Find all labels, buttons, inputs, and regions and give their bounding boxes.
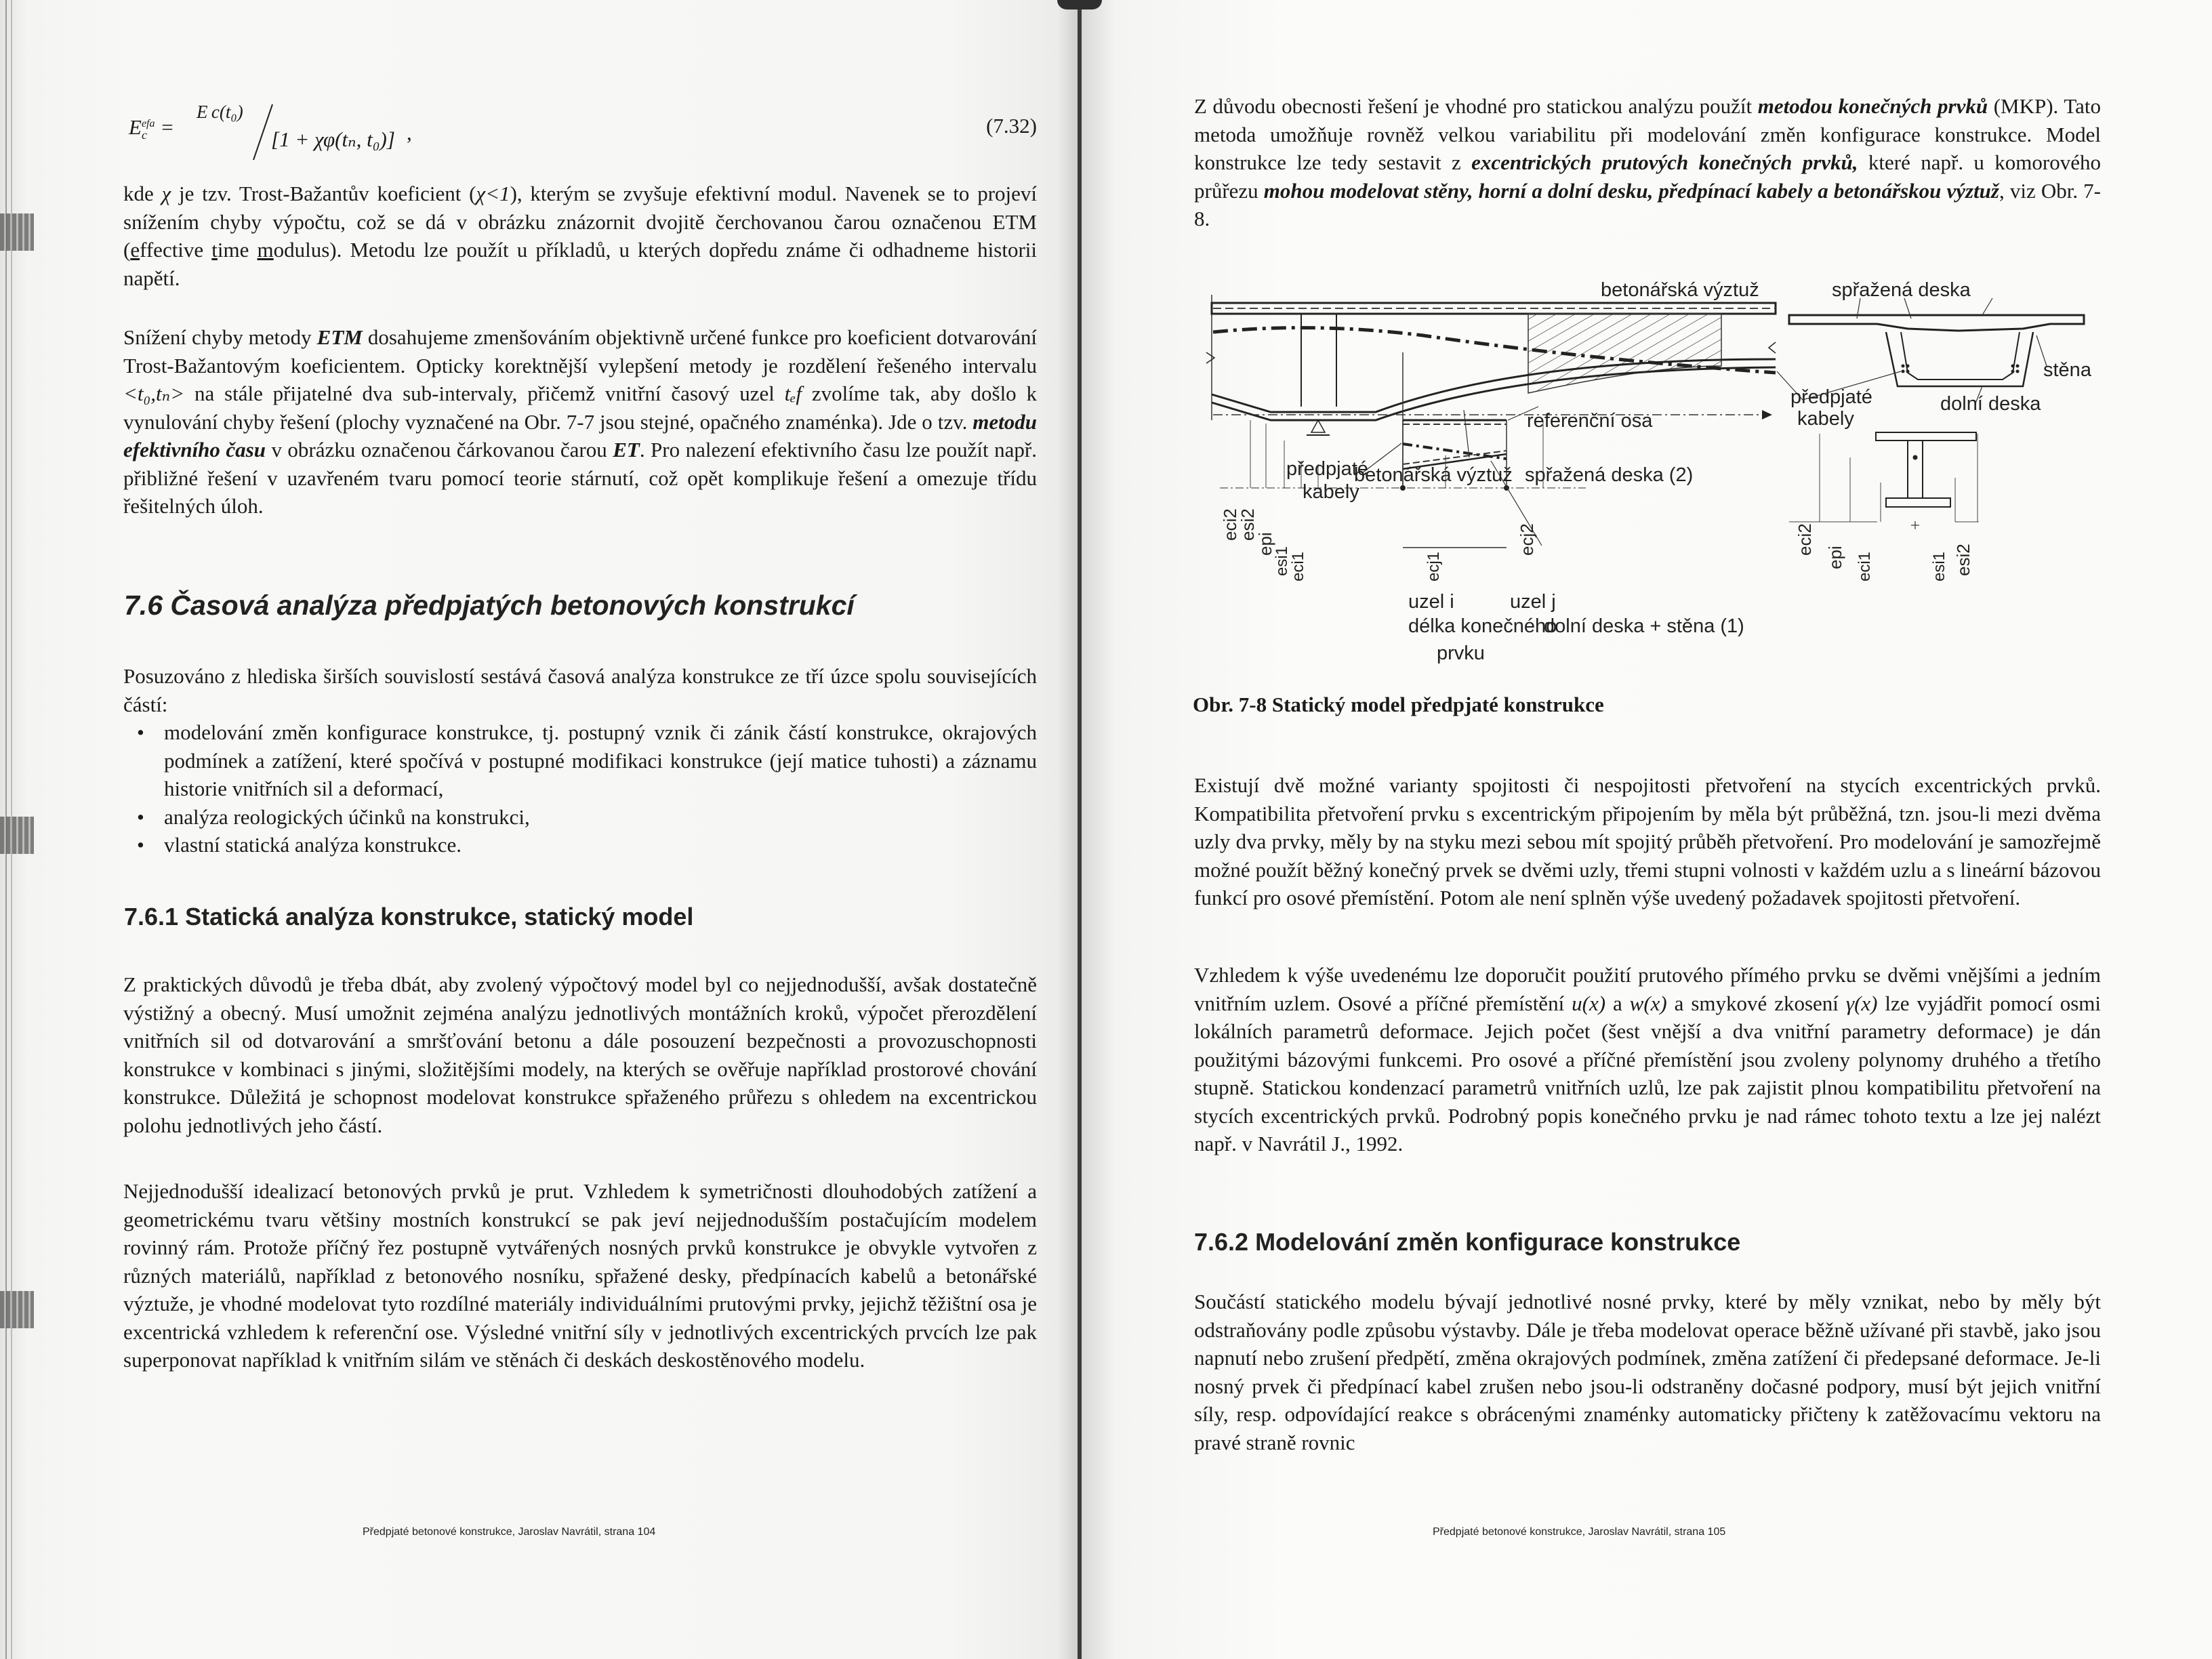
paragraph: Z důvodu obecnosti řešení je vhodné pro statickou analýzu použít metodou konečných prvků (MKP). Tato metoda umožňuje rovněž velkou variabilitu při modelování změn konfigurace konstrukce. Model konstrukce lze tedy sestavit z excentrických prutových konečných prvků, které např. u komorového průřezu mohou modelovat stěny, horní a dolní desku, předpínací kabely a betonářskou výztuž, viz Obr. 7-8. [1194, 94, 2102, 230]
list-item: • modelování změn konfigurace konstrukce, tj. postupný vznik či zánik částí konstrukce, okrajových podmínek a zatížení, které spočívá v postupné modifikaci konstrukce (její matice tuhosti) a záznamu historie vnitřních sil a deformací, [164, 718, 1037, 803]
page-footer-left: Předpjaté betonové konstrukce, Jaroslav Navrátil, strana 104 [363, 1526, 656, 1538]
dim-eci1: eci1 [1289, 551, 1307, 581]
equation-numerator: E c(t₀) [197, 102, 243, 122]
bullet-list [123, 718, 1037, 859]
section-heading-7-6-1: 7.6.1 Statická analýza konstrukce, statický model [124, 903, 694, 930]
label-tendons-bottom-1: předpjaté [1286, 458, 1368, 480]
label-element-length-2: prvku [1437, 642, 1485, 664]
equation-comma: , [407, 121, 412, 144]
dim-section-esi1: esi1 [1930, 551, 1948, 581]
scan-artifact [0, 213, 34, 251]
label-reference-axis: referenční osa [1527, 410, 1653, 432]
dim-epi: epi [1255, 532, 1275, 556]
label-web: stěna [2043, 359, 2091, 381]
dim-eci2: eci2 [1220, 508, 1240, 541]
dim-esi1: esi1 [1273, 546, 1291, 576]
list-item: • analýza reologických účinků na konstrukci, [164, 803, 1037, 832]
label-rebar: betonářská výztuž [1601, 279, 1759, 301]
section-heading-7-6-2: 7.6.2 Modelování změn konfigurace konstrukce [1194, 1228, 1741, 1256]
label-node-j: uzel j [1510, 591, 1556, 613]
label-rebar-bottom: betonářská výztuž [1354, 464, 1513, 486]
paragraph: kde χ je tzv. Trost-Bažantův koeficient (χ<1), kterým se zvyšuje efektivní modul. Navenek se to projeví snížením chyby výpočtu, což se dá v obrázku znázornit dvojitě čerchovanou čarou označenou ETM (effective time modulus). Metodu lze použít u příkladů, u kterých dopředu známe či odhadneme historii napětí. [123, 182, 1038, 290]
equation-7-32 [129, 102, 1037, 163]
section-7-6-body [123, 662, 1037, 859]
section-heading-7-6: 7.6 Časová analýza předpjatých betonových konstrukcí [124, 590, 855, 621]
list-item: • vlastní statická analýza konstrukce. [164, 831, 1037, 859]
scan-artifact [0, 817, 34, 854]
book-spine-top [1057, 0, 1102, 9]
page-footer-right: Předpjaté betonové konstrukce, Jaroslav Navrátil, strana 105 [1433, 1526, 1726, 1538]
figure-7-8-static-model [1179, 258, 2108, 678]
label-composite-slab: spřažená deska [1832, 279, 1971, 301]
equation-denominator: [1 + χφ(tₙ, t₀)] [271, 127, 395, 151]
book-spine [1078, 0, 1082, 1659]
dim-section-eci2: eci2 [1795, 523, 1815, 556]
paragraph: Existují dvě možné varianty spojitosti či nespojitosti přetvoření na stycích excentrických prvků. Kompatibilita přetvoření prvku s excentrickým připojením by měla být průběžná, tzn. jsou-li mezi dvěma uzly dva prvky, měly by na styku mezi sebou mít spojitý průběh přetvoření. Pro modelování je samozřejmě možné použít běžný konečný prvek se dvěmi uzly, třemi stupni volnosti v každém uzlu a s lineární bázovou funkcí pro osové přemístění. Potom ale není splněn výše uvedený požadavek spojitosti přetvoření. [1194, 773, 2101, 909]
label-element-length-1: délka konečného [1408, 615, 1557, 637]
label-composite-slab-2: spřažená deska (2) [1525, 464, 1694, 486]
dim-ecj2: ecj2 [1517, 523, 1537, 556]
dim-ecj1: ecj1 [1425, 551, 1443, 581]
paragraph: Nejjednodušší idealizací betonových prvků je prut. Vzhledem k symetričnosti dlouhodobých zatížení a geometrickému tvaru většiny mostních konstrukcí se pak jeví nejjednodušším postačujícím modelem rovinný rám. Protože příčný řez postupně vytvářených nosných prvků konstrukce je obvykle vytvořen z různých materiálů, například z betonového nosníku, spřažené desky, předpínacích kabelů a betonářské výztuže, je vhodné modelovat tyto rozdílné materiály individuálními prutovými prvky, jejichž těžištní osa je excentrická vzhledem k referenční ose. Výsledné vnitřní síly v jednotlivých excentrických prvcích lze pak superponovat například k vnitřním silám ve stěnách či deskách deskostěnového modelu. [123, 1179, 1037, 1372]
equation-lhs: $E_c^{efa}$ = [129, 115, 175, 142]
dim-section-epi: epi [1825, 546, 1845, 569]
paragraph: Vzhledem k výše uvedenému lze doporučit použití prutového přímého prvku se dvěmi vnějšími a jedním vnitřním uzlem. Osové a příčné přemístění u(x) a w(x) a smykové zkosení γ(x) lze vyjádřit pomocí osmi lokálních parametrů deformace. Jejich počet (šest vnější a dva vnitřní parametry deformace) je dán použitými bázovými funkcemi. Pro osové a příčné přemístění jsou zvoleny polynomy druhého a třetího stupně. Statickou kondenzací parametrů vnitřních uzlů, lze pak zajistit plnou kompatibilitu přetvoření na stycích excentrických prvků. Podrobný popis konečného prvku je nad rámec tohoto textu a lze jej nalézt např. v Navrátil J., 1992. [1194, 963, 2102, 1155]
paragraph: Posuzováno z hlediska širších souvislostí sestává časová analýza konstrukce ze tří úzce spolu souvisejících částí: [123, 664, 1037, 716]
figure-caption: Obr. 7-8 Statický model předpjaté konstrukce [1193, 693, 1604, 716]
dim-esi2: esi2 [1237, 508, 1258, 541]
paragraph: Z praktických důvodů je třeba dbát, aby zvolený výpočtový model byl co nejjednodušší, avšak dostatečně výstižný a obecný. Musí umožnit zejména analýzu jednotlivých montážních kroků, výpočet přerozdělení vnitřních sil od dotvarování a smršťování betonu a dále posouzení bezpečnosti a provozuschopnosti konstrukce v kombinaci s jinými, složitějšími modely, na kterých se ověřuje například prostorové chování konstrukce. Důležitá je schopnost modelovat konstrukce spřaženého průřezu s ohledem na excentrickou polohu jednotlivých jeho částí. [123, 972, 1037, 1137]
label-node-i: uzel i [1408, 591, 1454, 613]
label-tendons-2: kabely [1797, 408, 1854, 430]
dim-section-eci1: eci1 [1856, 551, 1874, 581]
label-bottom-slab: dolní deska [1940, 393, 2041, 415]
paragraph: Součástí statického modelu bývají jednotlivé nosné prvky, které by měly vznikat, nebo by měly být odstraňovány podle způsobu výstavby. Dále je třeba modelovat operace běžně užívané při stavbě, jako jsou napnutí nebo zrušení předpětí, změna okrajových podmínek, změna zatížení či předepsané deformace. Je-li nosný prvek či předpínací kabel zrušen nebo jsou-li odstraněny dočasné podpory, musí být jejich vnitřní síly, resp. odpovídající reakce s obrácenými znaménky automaticky přičteny k zatěžovacímu vektoru na pravé straně rovnic [1194, 1290, 2101, 1454]
label-bottom-slab-web-1: dolní deska + stěna (1) [1544, 615, 1744, 637]
scan-artifact [0, 1291, 34, 1328]
equation-number: (7.32) [986, 114, 1037, 138]
label-tendons-1: předpjaté [1790, 386, 1872, 408]
label-tendons-bottom-2: kabely [1303, 481, 1359, 503]
dim-section-esi2: esi2 [1953, 544, 1973, 576]
paragraph: Snížení chyby metody ETM dosahujeme zmenšováním objektivně určené funkce pro koeficient dotvarování Trost-Bažantovým koeficientem. Opticky korektnější vylepšení metody je rozdělení řešeného intervalu <t₀,tₙ> na stále přijatelné dva sub-intervaly, přičemž vnitřní časový uzel tₑf zvolíme tak, aby došlo k vynulování chyby řešení (plochy vyznačené na Obr. 7-7 jsou stejné, opačného znaménka). Jde o tzv. metodu efektivního času v obrázku označenou čárkovanou čarou ET. Pro nalezení efektivního času lze použít např. přibližné řešení v uzavřeném tvaru pomocí teorie stárnutí, což opět komplikuje řešení a omezuje třídu řešitelných úloh. [123, 325, 1037, 518]
